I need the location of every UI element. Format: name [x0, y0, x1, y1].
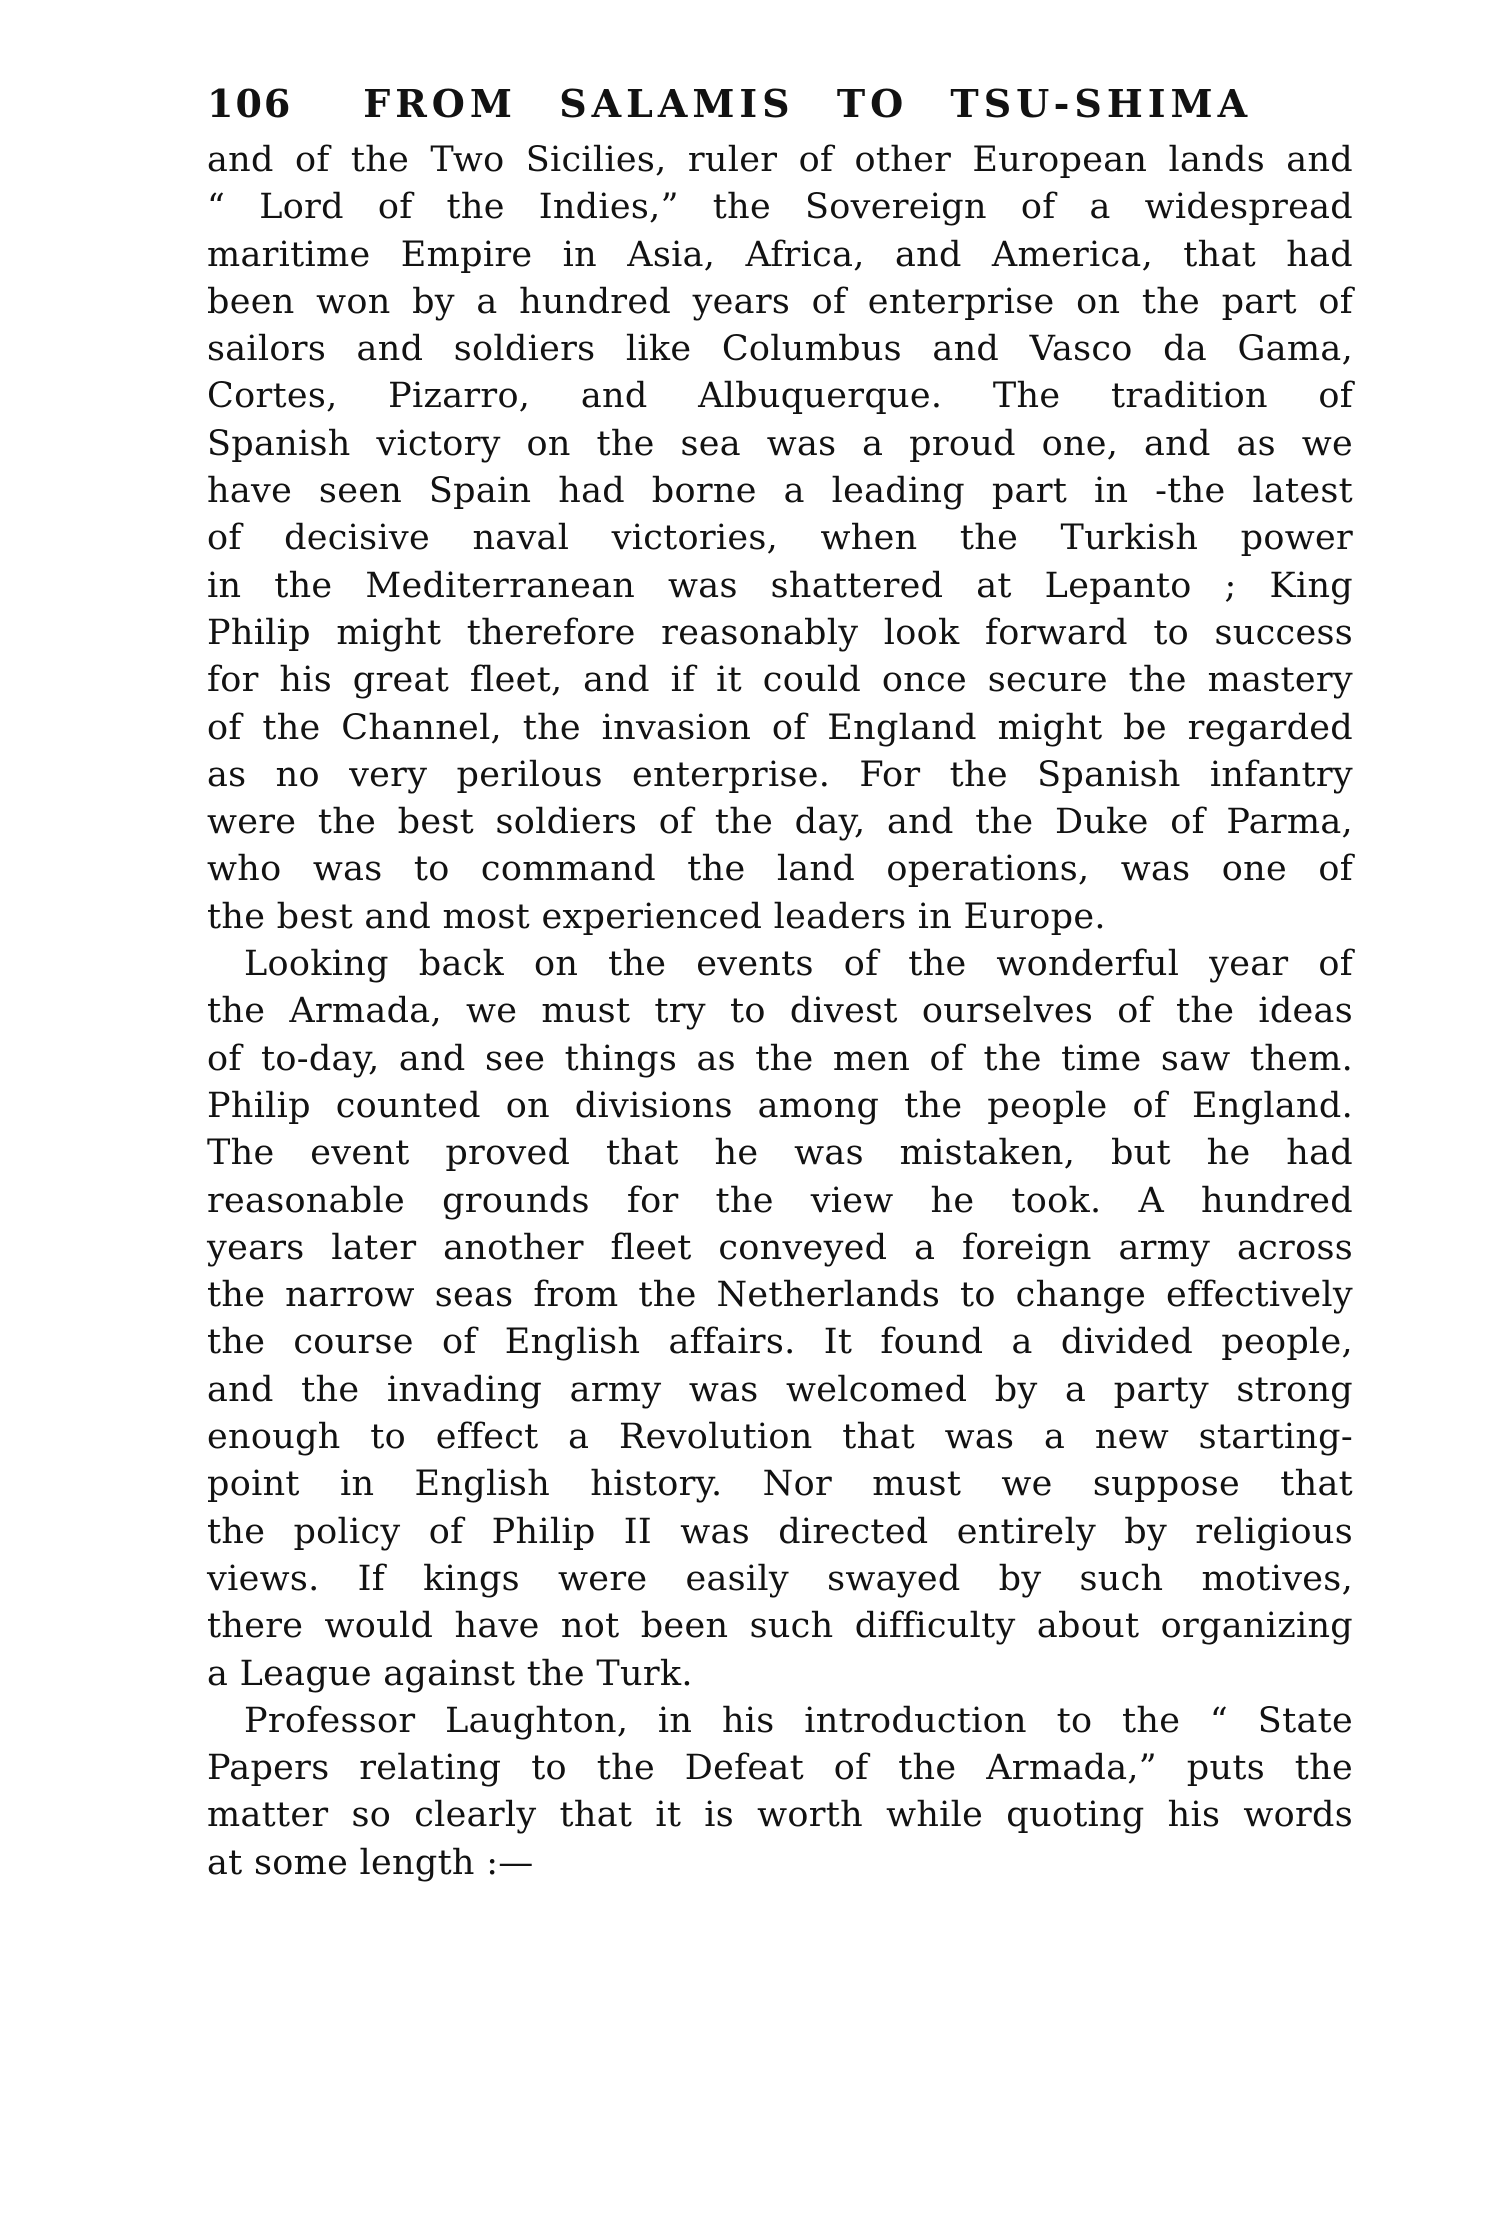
text-line: and of the Two Sicilies, ruler of other European lands and [207, 140, 1353, 180]
running-title: FROM SALAMIS TO TSU-SHIMA [363, 81, 1253, 126]
text-column [207, 81, 1353, 1887]
text-line: views. If kings were easily swayed by such motives, [207, 1558, 1353, 1599]
text-line: and the invading army was welcomed by a party strong [207, 1369, 1353, 1410]
text-line: the course of English affairs. It found a divided people, [207, 1322, 1353, 1363]
text-line: enough to effect a Revolution that was a new starting- [207, 1417, 1353, 1458]
text-line: point in English history. Nor must we suppose that [207, 1464, 1353, 1505]
text-line: the Armada, we must try to divest ourselves of the ideas [207, 991, 1353, 1032]
text-line: of to-day, and see things as the men of the time saw them. [207, 1038, 1353, 1079]
text-line: at some length :— [207, 1842, 534, 1883]
text-line: the best and most experienced leaders in Europe. [207, 896, 1106, 937]
text-line: Philip might therefore reasonably look forward to success [207, 612, 1353, 653]
text-line: Spanish victory on the sea was a proud one, and as we [207, 423, 1353, 464]
text-line: were the best soldiers of the day, and the Duke of Parma, [207, 802, 1353, 843]
text-line: Philip counted on divisions among the people of England. [207, 1085, 1353, 1126]
text-line: matter so clearly that it is worth while quoting his words [207, 1795, 1353, 1836]
text-line: Cortes, Pizarro, and Albuquerque. The tradition of [207, 376, 1353, 417]
text-line: have seen Spain had borne a leading part in -the latest [207, 471, 1353, 512]
page-number: 106 [207, 81, 293, 126]
body-text [207, 137, 1353, 1887]
text-line: years later another fleet conveyed a foreign army across [207, 1227, 1353, 1268]
text-line: Looking back on the events of the wonderful year of [244, 944, 1353, 985]
text-line: as no very perilous enterprise. For the Spanish infantry [207, 754, 1353, 795]
text-line: who was to command the land operations, was one of [207, 849, 1353, 890]
text-line: reasonable grounds for the view he took. A hundred [207, 1180, 1353, 1221]
text-line: Professor Laughton, in his introduction to the “ State [244, 1700, 1353, 1741]
text-line: sailors and soldiers like Columbus and Vasco da Gama, [207, 329, 1353, 370]
text-line: the policy of Philip II was directed entirely by religious [207, 1511, 1353, 1552]
text-line: for his great fleet, and if it could once secure the mastery [207, 660, 1353, 701]
text-line: “ Lord of the Indies,” the Sovereign of a widespread [207, 187, 1353, 228]
text-line: been won by a hundred years of enterprise on the part of [207, 281, 1353, 322]
text-line: of decisive naval victories, when the Turkish power [207, 518, 1353, 559]
text-line: the narrow seas from the Netherlands to change effectively [207, 1275, 1353, 1316]
text-line: in the Mediterranean was shattered at Lepanto ; King [207, 565, 1353, 606]
text-line: a League against the Turk. [207, 1653, 693, 1694]
text-line: Papers relating to the Defeat of the Armada,” puts the [207, 1748, 1353, 1789]
text-line: there would have not been such difficulty about organizing [207, 1606, 1353, 1647]
text-line: of the Channel, the invasion of England might be regarded [207, 707, 1353, 748]
page-header [207, 81, 1353, 126]
text-line: maritime Empire in Asia, Africa, and America, that had [207, 234, 1353, 275]
text-line: The event proved that he was mistaken, but he had [207, 1133, 1353, 1174]
